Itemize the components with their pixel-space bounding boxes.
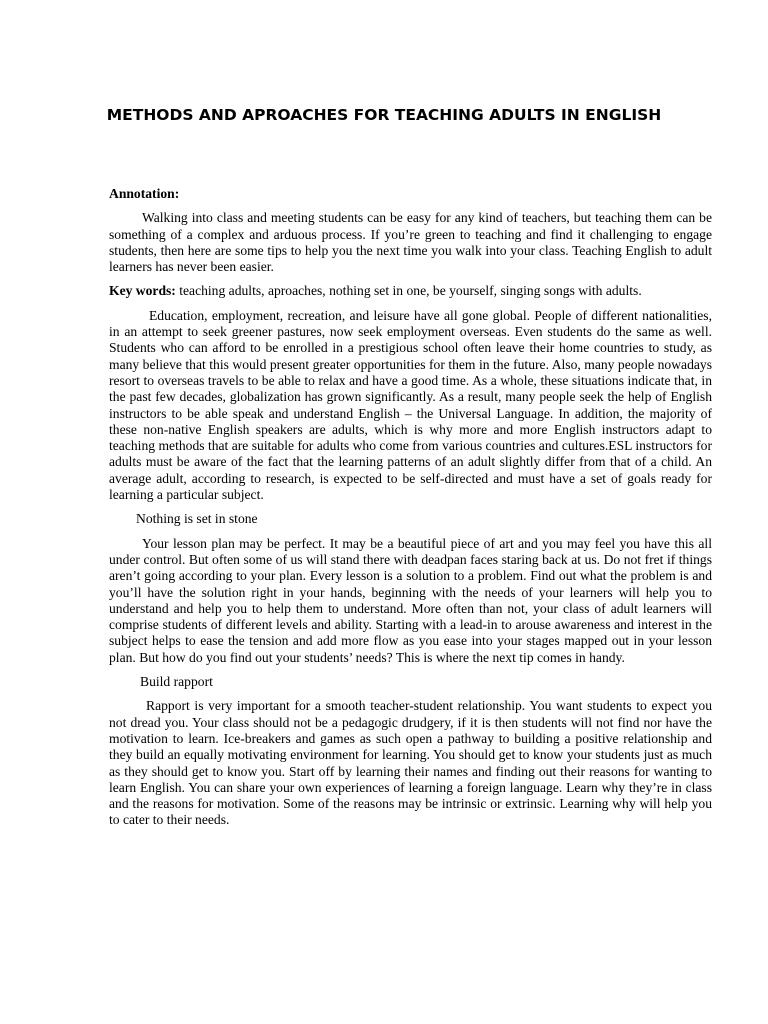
page-title: METHODS AND APROACHES FOR TEACHING ADULTS IN ENGLISH xyxy=(106,106,662,124)
subheading-build-rapport: Build rapport xyxy=(140,674,213,690)
keywords-label: Key words: xyxy=(109,283,176,299)
annotation-heading-text: Annotation: xyxy=(109,186,180,201)
subheading-nothing-set: Nothing is set in stone xyxy=(136,511,258,527)
body-paragraph-2: Your lesson plan may be perfect. It may be a beautiful piece of art and you may feel you have this all under control. But often some of us will stand there with deadpan faces staring back at us. Do not fret if things aren’t going according to your plan. Every lesson is a solution to a problem. Find out what the problem is and you’ll have the solution right in your hands, beginning with the needs of your learners will help you to understand and help you to help them to understand. More often than not, your class of adult learners will comprise students of different levels and ability. Starting with a lead-in to arouse awareness and interest in the subject helps to ease the tension and add more flow as you ease into your stages mapped out in your lesson plan. But how do you find out your students’ needs? This is where the next tip comes in handy. xyxy=(109,535,712,665)
annotation-heading xyxy=(109,186,712,202)
document-body xyxy=(109,186,712,837)
body-paragraph-1: Education, employment, recreation, and leisure have all gone global. People of different nationalities, in an attempt to seek greener pastures, now seek employment overseas. Even students do the same as well. Students who can afford to be enrolled in a prestigious school often leave their home countries to study, as many believe that this would present greater opportunities for them in the future. Also, many people nowadays resort to overseas travels to be able to relax and have a good time. As a whole, these situations indicate that, in the past few decades, globalization has grown significantly. As a result, many people seek the help of English instructors to be able speak and understand English – the Universal Language. In addition, the majority of these non-native English speakers are adults, which is why more and more English instructors adapt to teaching methods that are suitable for adults who come from various countries and cultures.ESL instructors for adults must be aware of the fact that the learning patterns of an adult slightly differ from that of a child. An average adult, according to research, is expected to be self-directed and must have a set of goals ready for learning a particular subject. xyxy=(109,307,712,503)
keywords-paragraph xyxy=(109,283,712,299)
body-paragraph-3: Rapport is very important for a smooth teacher-student relationship. You want students to expect you not dread you. Your class should not be a pedagogic drudgery, if it is then students will not find nor have the motivation to learn. Ice-breakers and games as such open a pathway to building a positive relationship and they build an equally motivating environment for learning. You should get to know your students just as much as they should get to know you. Start off by learning their names and finding out their reasons for wanting to learn English. You can share your own experiences of learning a foreign language. Learn why they’re in class and the reasons for motivation. Some of the reasons may be intrinsic or extrinsic. Learning why will help you to cater to their needs. xyxy=(109,698,712,828)
keywords-text: teaching adults, aproaches, nothing set in one, be yourself, singing songs with adults. xyxy=(175,283,642,299)
annotation-paragraph: Walking into class and meeting students can be easy for any kind of teachers, but teaching them can be something of a complex and arduous process. If you’re green to teaching and find it challenging to engage students, then here are some tips to help you the next time you walk into your class. Teaching English to adult learners has never been easier. xyxy=(109,210,712,275)
